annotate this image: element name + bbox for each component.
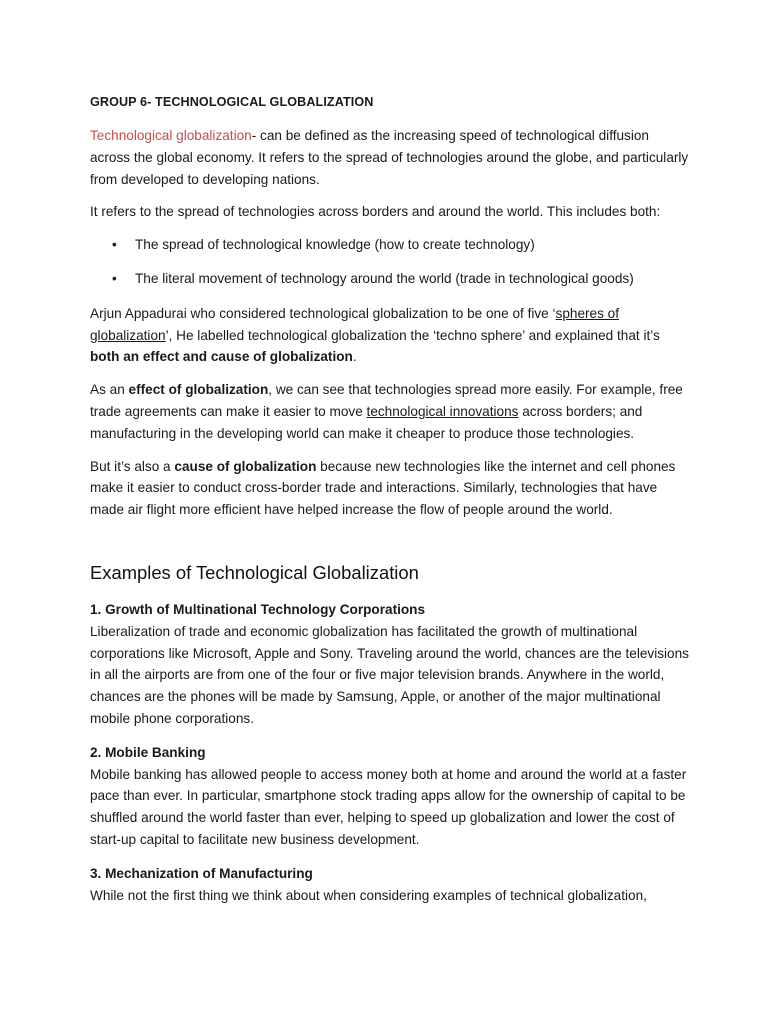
text-run: . — [352, 349, 357, 365]
intro-definition: - can be defined as the increasing speed of technological diffusion across the global economy. It refers to the spread of technologies around the globe, and particularly from developed to developing nations. — [90, 128, 689, 187]
example-block — [90, 742, 690, 851]
example-body: While not the first thing we think about when considering examples of technical globalization, — [90, 887, 647, 903]
list-item-text: The literal movement of technology around the world (trade in technological goods) — [135, 270, 634, 286]
bullet-icon: • — [112, 237, 117, 253]
document-title: GROUP 6- TECHNOLOGICAL GLOBALIZATION — [90, 95, 374, 109]
bullet-icon: • — [112, 270, 117, 286]
example-heading: 2. Mobile Banking — [90, 744, 206, 760]
list-item — [90, 268, 690, 290]
text-run: ’, He labelled technological globalization the ‘techno sphere’ and explained that it’s — [165, 327, 660, 343]
text-run: because new technologies like the internet and cell phones make it easier to conduct cross-border trade and interactions. Similarly, technologies that have made air flight more efficient have helped increase the flow of people around the world. — [90, 458, 676, 518]
bold-phrase: cause of globalization — [174, 458, 317, 474]
text-run: across borders; and manufacturing in the developing world can make it cheaper to produce those technologies. — [90, 403, 643, 441]
example-body: Liberalization of trade and economic globalization has facilitated the growth of multinational corporations like Microsoft, Apple and Sony. Traveling around the world, chances are the televisions in all the airports are from one of the four or five major television brands. Anywhere in the world, chances are the phones will be made by Samsung, Apple, or another of the major multinational mobile phone corporations. — [90, 623, 689, 726]
innovations-link[interactable]: technological innovations — [366, 403, 519, 419]
text-run: Arjun Appadurai who considered technological globalization to be one of five ‘ — [90, 305, 556, 321]
text-run: , we can see that technologies spread more easily. For example, free trade agreements can make it easier to move — [90, 382, 683, 419]
appadurai-paragraph — [90, 303, 690, 368]
effect-paragraph — [90, 379, 690, 444]
section-heading: Examples of Technological Globalization — [90, 561, 419, 583]
spheres-link[interactable]: spheres of globalization — [90, 305, 620, 343]
text-run: But it’s also a — [90, 458, 175, 474]
cause-paragraph — [90, 456, 690, 521]
bold-phrase: both an effect and cause of globalization — [90, 349, 353, 365]
bold-phrase: effect of globalization — [128, 382, 269, 398]
document-content — [90, 93, 690, 918]
intro-paragraph — [90, 125, 690, 190]
example-heading: 3. Mechanization of Manufacturing — [90, 865, 313, 881]
example-block — [90, 599, 690, 730]
example-block — [90, 863, 690, 907]
list-item-text: The spread of technological knowledge (how to create technology) — [135, 237, 535, 253]
example-heading: 1. Growth of Multinational Technology Corporations — [90, 601, 426, 617]
scope-paragraph: It refers to the spread of technologies across borders and around the world. This includes both: — [90, 204, 661, 220]
intro-term: Technological globalization — [90, 128, 252, 143]
text-run: As an — [90, 382, 129, 398]
example-body: Mobile banking has allowed people to access money both at home and around the world at a faster pace than ever. In particular, smartphone stock trading apps allow for the ownership of capital to be shuffled around the world faster than ever, helping to speed up globalization and lower the cost of start-up capital to facilitate new business development. — [90, 766, 687, 847]
list-item — [90, 234, 690, 256]
bullet-list — [90, 234, 690, 290]
